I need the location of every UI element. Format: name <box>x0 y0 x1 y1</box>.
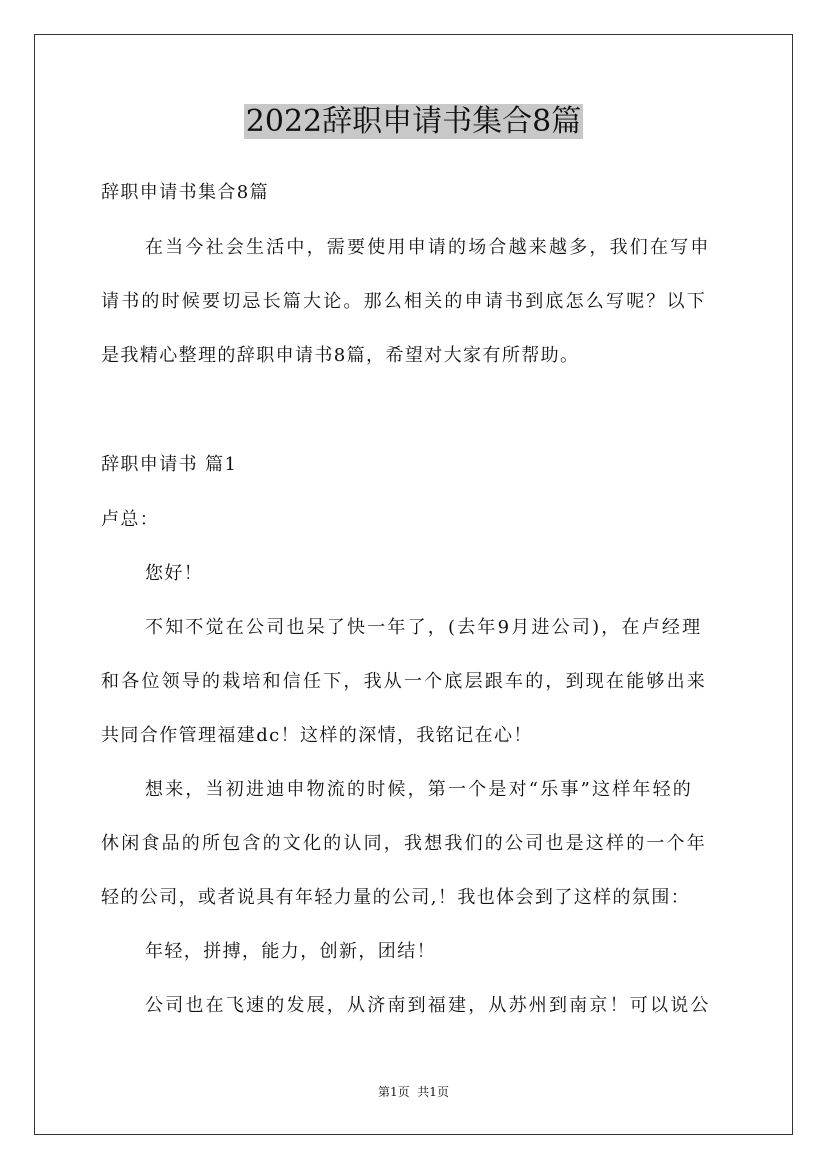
paragraph2-line-3: 轻的公司，或者说具有年轻力量的公司,！我也体会到了这样的氛围： <box>101 887 691 908</box>
document-title-text: 2022辞职申请书集合8篇 <box>245 104 582 139</box>
intro-line-3: 是我精心整理的辞职申请书8篇，希望对大家有所帮助。 <box>101 345 580 366</box>
paragraph1-line-1: 不知不觉在公司也呆了快一年了，(去年9月进公司)，在卢经理 <box>145 617 703 638</box>
paragraph1-line-3: 共同合作管理福建dc！这样的深情，我铭记在心！ <box>101 725 533 746</box>
paragraph3-line-1: 公司也在飞速的发展，从济南到福建，从苏州到南京！可以说公 <box>145 995 711 1016</box>
paragraph1-line-2: 和各位领导的栽培和信任下，我从一个底层跟车的，到现在能够出来 <box>101 671 707 692</box>
motto: 年轻，拼搏，能力，创新，团结！ <box>145 941 436 962</box>
paragraph2-line-2: 休闲食品的所包含的文化的认同，我想我们的公司也是这样的一个年 <box>101 833 707 854</box>
intro-line-1: 在当今社会生活中，需要使用申请的场合越来越多，我们在写申 <box>145 237 711 258</box>
document-title <box>0 100 827 144</box>
greeting: 您好！ <box>145 563 204 584</box>
paragraph2-line-1: 想来，当初进迪申物流的时候，第一个是对“乐事”这样年轻的 <box>145 779 694 800</box>
intro-line-2: 请书的时候要切忌长篇大论。那么相关的申请书到底怎么写呢？以下 <box>101 291 707 312</box>
salutation: 卢总： <box>101 509 160 530</box>
document-subtitle: 辞职申请书集合8篇 <box>101 182 270 203</box>
page-number: 第1页 共1页 <box>378 1085 449 1099</box>
section-heading: 辞职申请书 篇1 <box>101 454 238 475</box>
